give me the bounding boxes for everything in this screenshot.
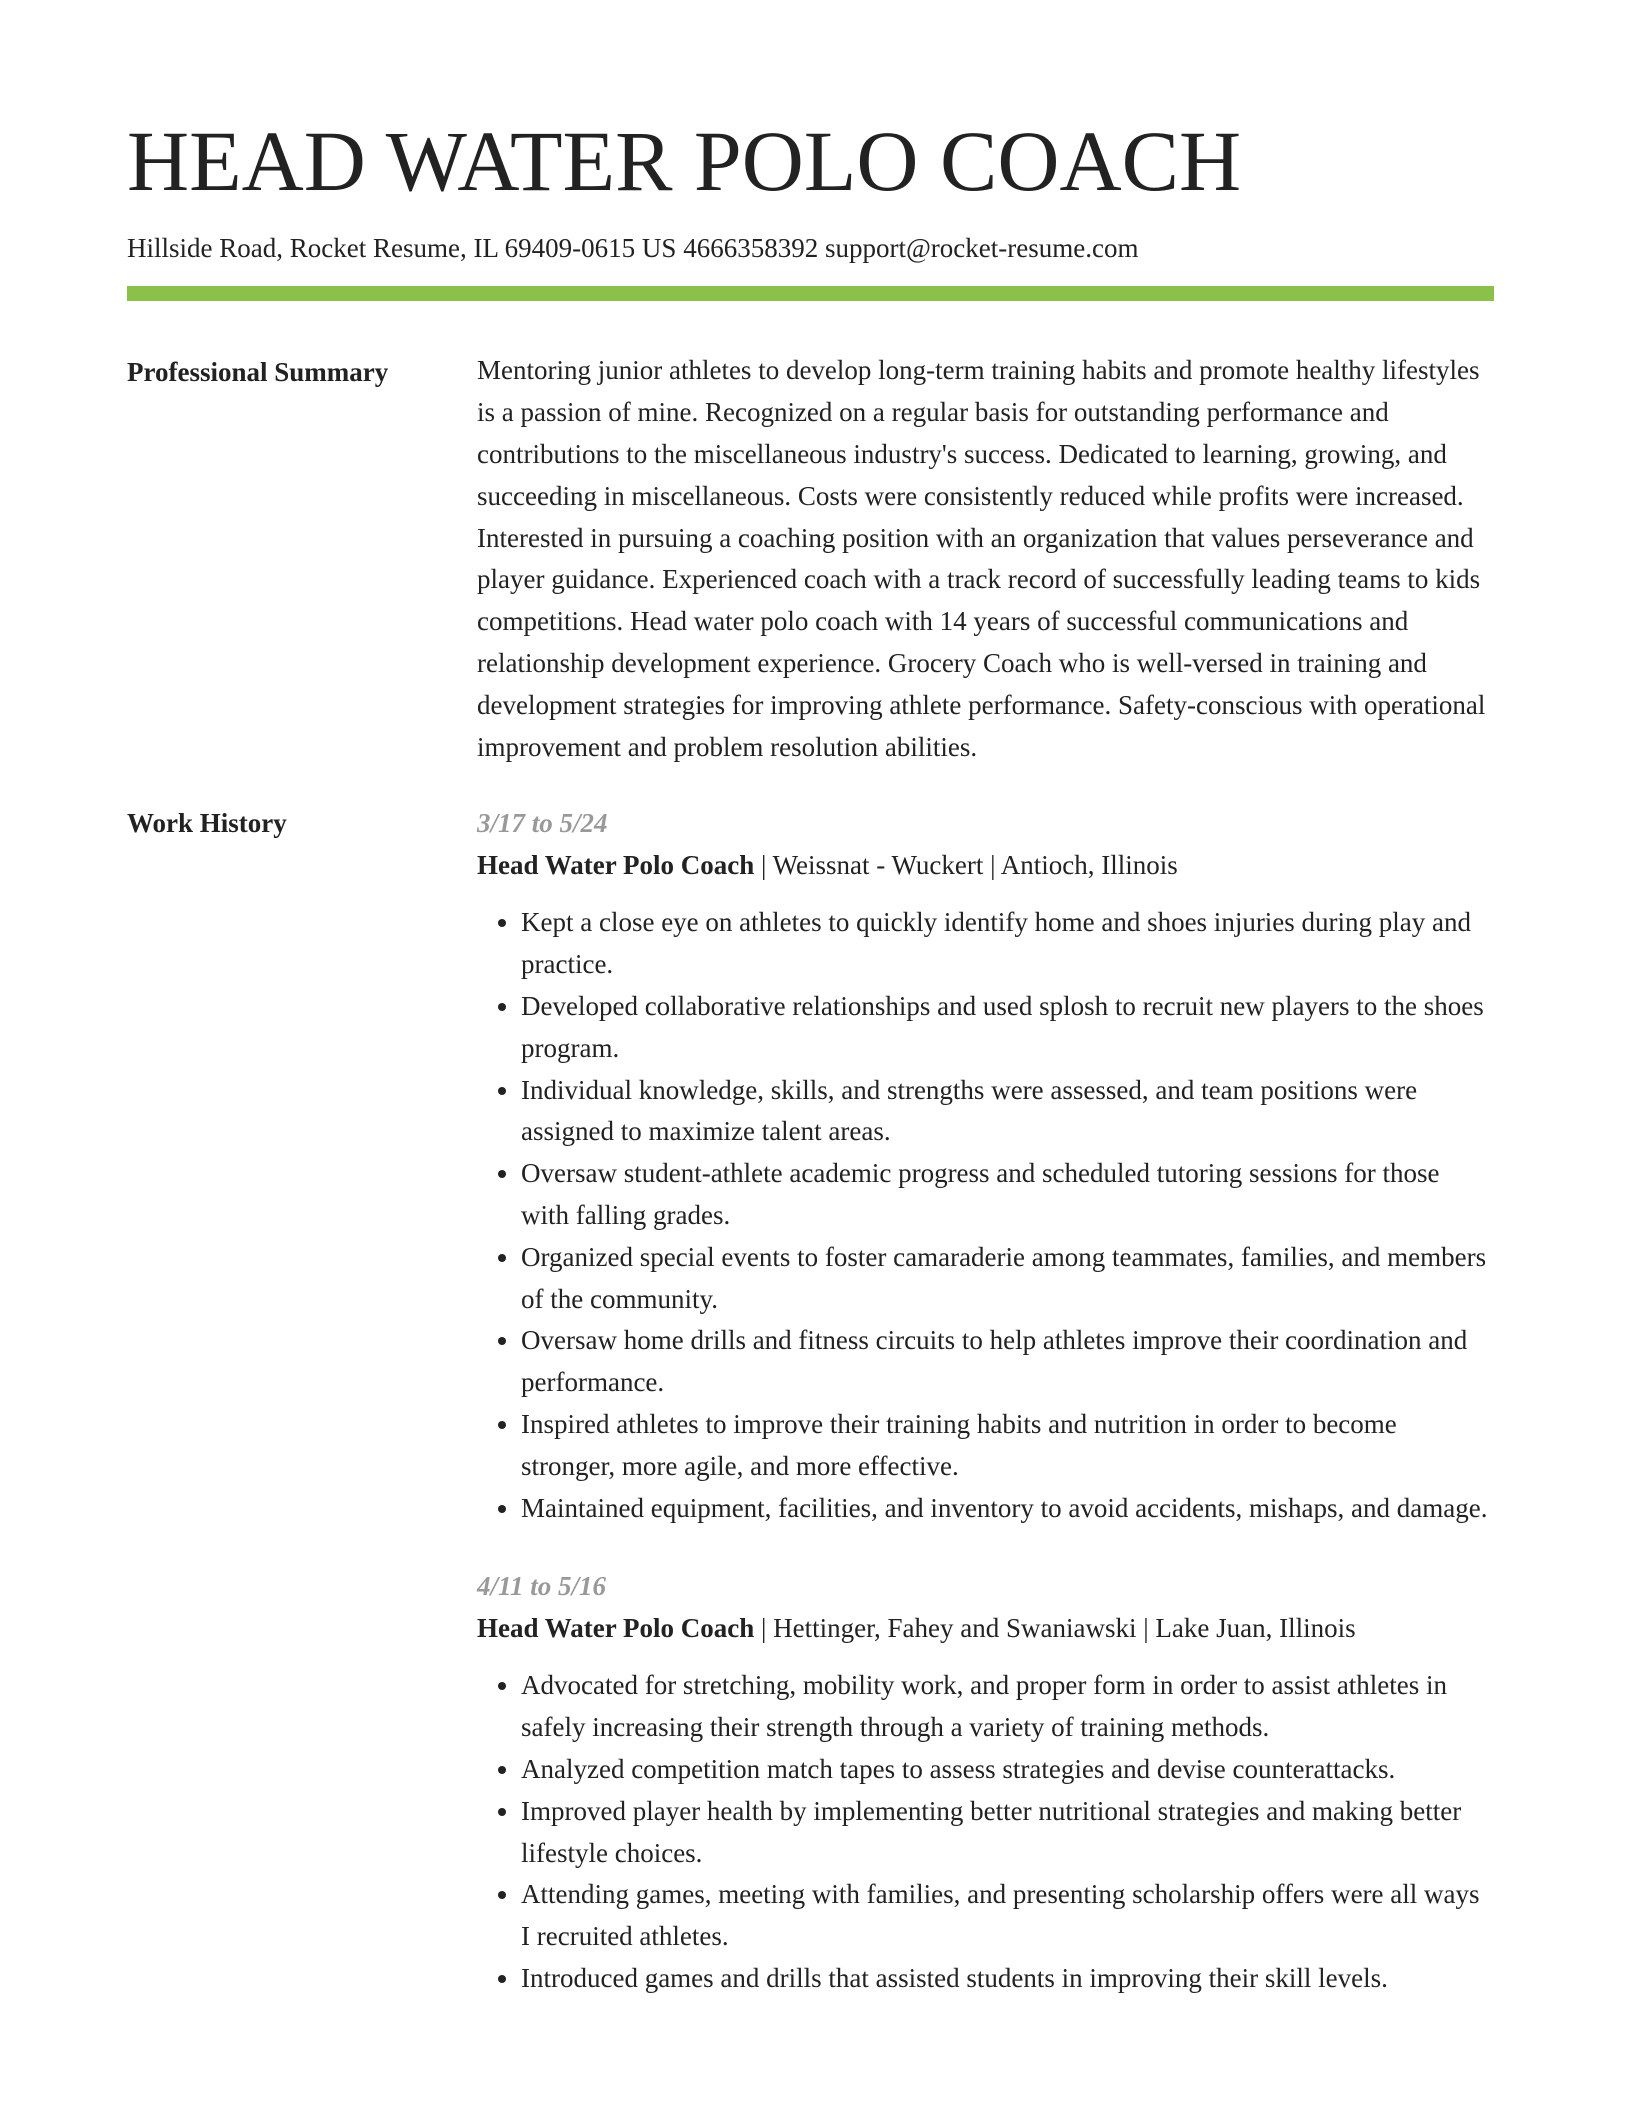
job-dates: 4/11 to 5/16 — [477, 1571, 607, 1602]
resume-title: HEAD WATER POLO COACH — [127, 113, 1242, 209]
job-bullet: • Inspired athletes to improve their training habits and nutrition in order to become stronger, more agile, and more effective. — [521, 1404, 1494, 1488]
summary-section — [127, 351, 1505, 768]
job-bullet: • Organized special events to foster camaraderie among teammates, families, and members of the community. — [521, 1237, 1494, 1321]
job-bullet: • Analyzed competition match tapes to assess strategies and devise counterattacks. — [521, 1749, 1494, 1791]
job-bullet: • Oversaw student-athlete academic progress and scheduled tutoring sessions for those with falling grades. — [521, 1153, 1494, 1237]
contact-line: Hillside Road, Rocket Resume, IL 69409-0615 US 4666358392 support@rocket-resume.com — [127, 233, 1139, 263]
job-bullets — [477, 1665, 1494, 1999]
job-details: | Weissnat - Wuckert | Antioch, Illinois — [754, 850, 1178, 881]
summary-label: Professional Summary — [127, 357, 389, 388]
summary-body — [477, 351, 1494, 768]
job-role: Head Water Polo Coach — [477, 850, 755, 881]
work-history-section — [127, 802, 1505, 1999]
job-bullet: • Maintained equipment, facilities, and inventory to avoid accidents, mishaps, and damage. — [521, 1488, 1494, 1530]
job-dates: 3/17 to 5/24 — [477, 808, 608, 839]
summary-text: Mentoring junior athletes to develop long-term training habits and promote healthy lifestyles is a passion of mine. Recognized on a regular basis for outstanding performance and contributions to the miscellaneous industry's success. Dedicated to learning, growing, and succeeding in miscellaneous. Costs were consistently reduced while profits were increased. Interested in pursuing a coaching position with an organization that values perseverance and player guidance. Experienced coach with a track record of successfully leading teams to kids competitions. Head water polo coach with 14 years of successful communications and relationship development experience. Grocery Coach who is well-versed in training and development strategies for improving athlete performance. Safety-conscious with operational improvement and problem resolution abilities. — [477, 355, 1486, 762]
job-heading — [477, 1607, 1494, 1649]
job-details: | Hettinger, Fahey and Swaniawski | Lake Juan, Illinois — [754, 1613, 1356, 1644]
job-bullet: • Developed collaborative relationships and used splosh to recruit new players to the shoes program. — [521, 986, 1494, 1070]
job-bullet: • Attending games, meeting with families, and presenting scholarship offers were all ways I recruited athletes. — [521, 1874, 1494, 1958]
job-bullet: • Kept a close eye on athletes to quickly identify home and shoes injuries during play and practice. — [521, 902, 1494, 986]
work-history-body — [477, 802, 1494, 1999]
accent-divider — [127, 286, 1494, 301]
job-role: Head Water Polo Coach — [477, 1613, 755, 1644]
job-bullet: • Advocated for stretching, mobility work, and proper form in order to assist athletes in safely increasing their strength through a variety of training methods. — [521, 1665, 1494, 1749]
job-bullet: • Improved player health by implementing better nutritional strategies and making better lifestyle choices. — [521, 1791, 1494, 1875]
job-entry — [477, 1565, 1494, 1999]
job-bullets — [477, 902, 1494, 1529]
work-history-label: Work History — [127, 808, 287, 839]
job-heading — [477, 844, 1494, 886]
job-entry — [477, 802, 1494, 1529]
job-bullet: • Introduced games and drills that assisted students in improving their skill levels. — [521, 1958, 1494, 2000]
job-bullet: • Oversaw home drills and fitness circuits to help athletes improve their coordination and performance. — [521, 1320, 1494, 1404]
job-bullet: • Individual knowledge, skills, and strengths were assessed, and team positions were assigned to maximize talent areas. — [521, 1070, 1494, 1154]
